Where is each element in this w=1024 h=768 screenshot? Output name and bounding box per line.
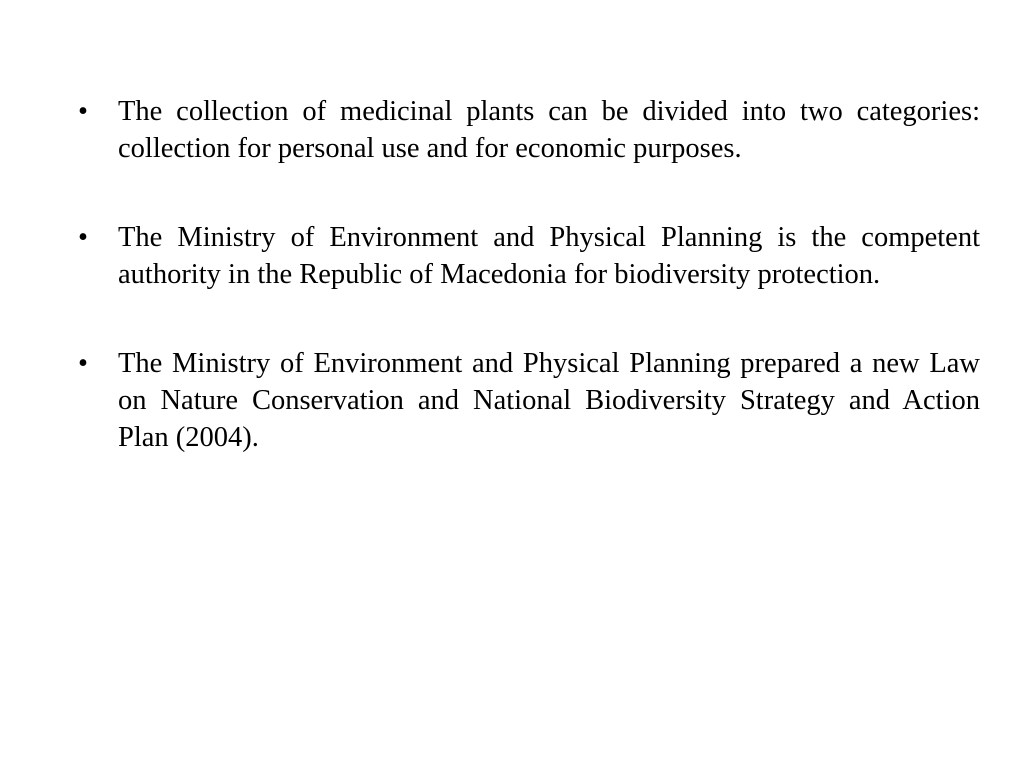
bullet-text: The Ministry of Environment and Physical Planning is the competent authority in the Republic of Macedonia for biodiversity protection. — [118, 222, 980, 290]
bullet-item-ministry-authority — [78, 219, 980, 293]
bullet-dot-icon: • — [78, 222, 88, 253]
bullet-item-collection — [78, 93, 980, 167]
bullet-dot-icon: • — [78, 348, 88, 379]
bullet-list — [78, 93, 980, 456]
bullet-dot-icon: • — [78, 96, 88, 127]
bullet-text: The collection of medicinal plants can be divided into two categories: collection for personal use and for economic purposes. — [118, 96, 980, 164]
bullet-text: The Ministry of Environment and Physical Planning prepared a new Law on Nature Conservation and National Biodiversity Strategy and Action Plan (2004). — [118, 348, 980, 453]
bullet-item-ministry-law — [78, 345, 980, 456]
